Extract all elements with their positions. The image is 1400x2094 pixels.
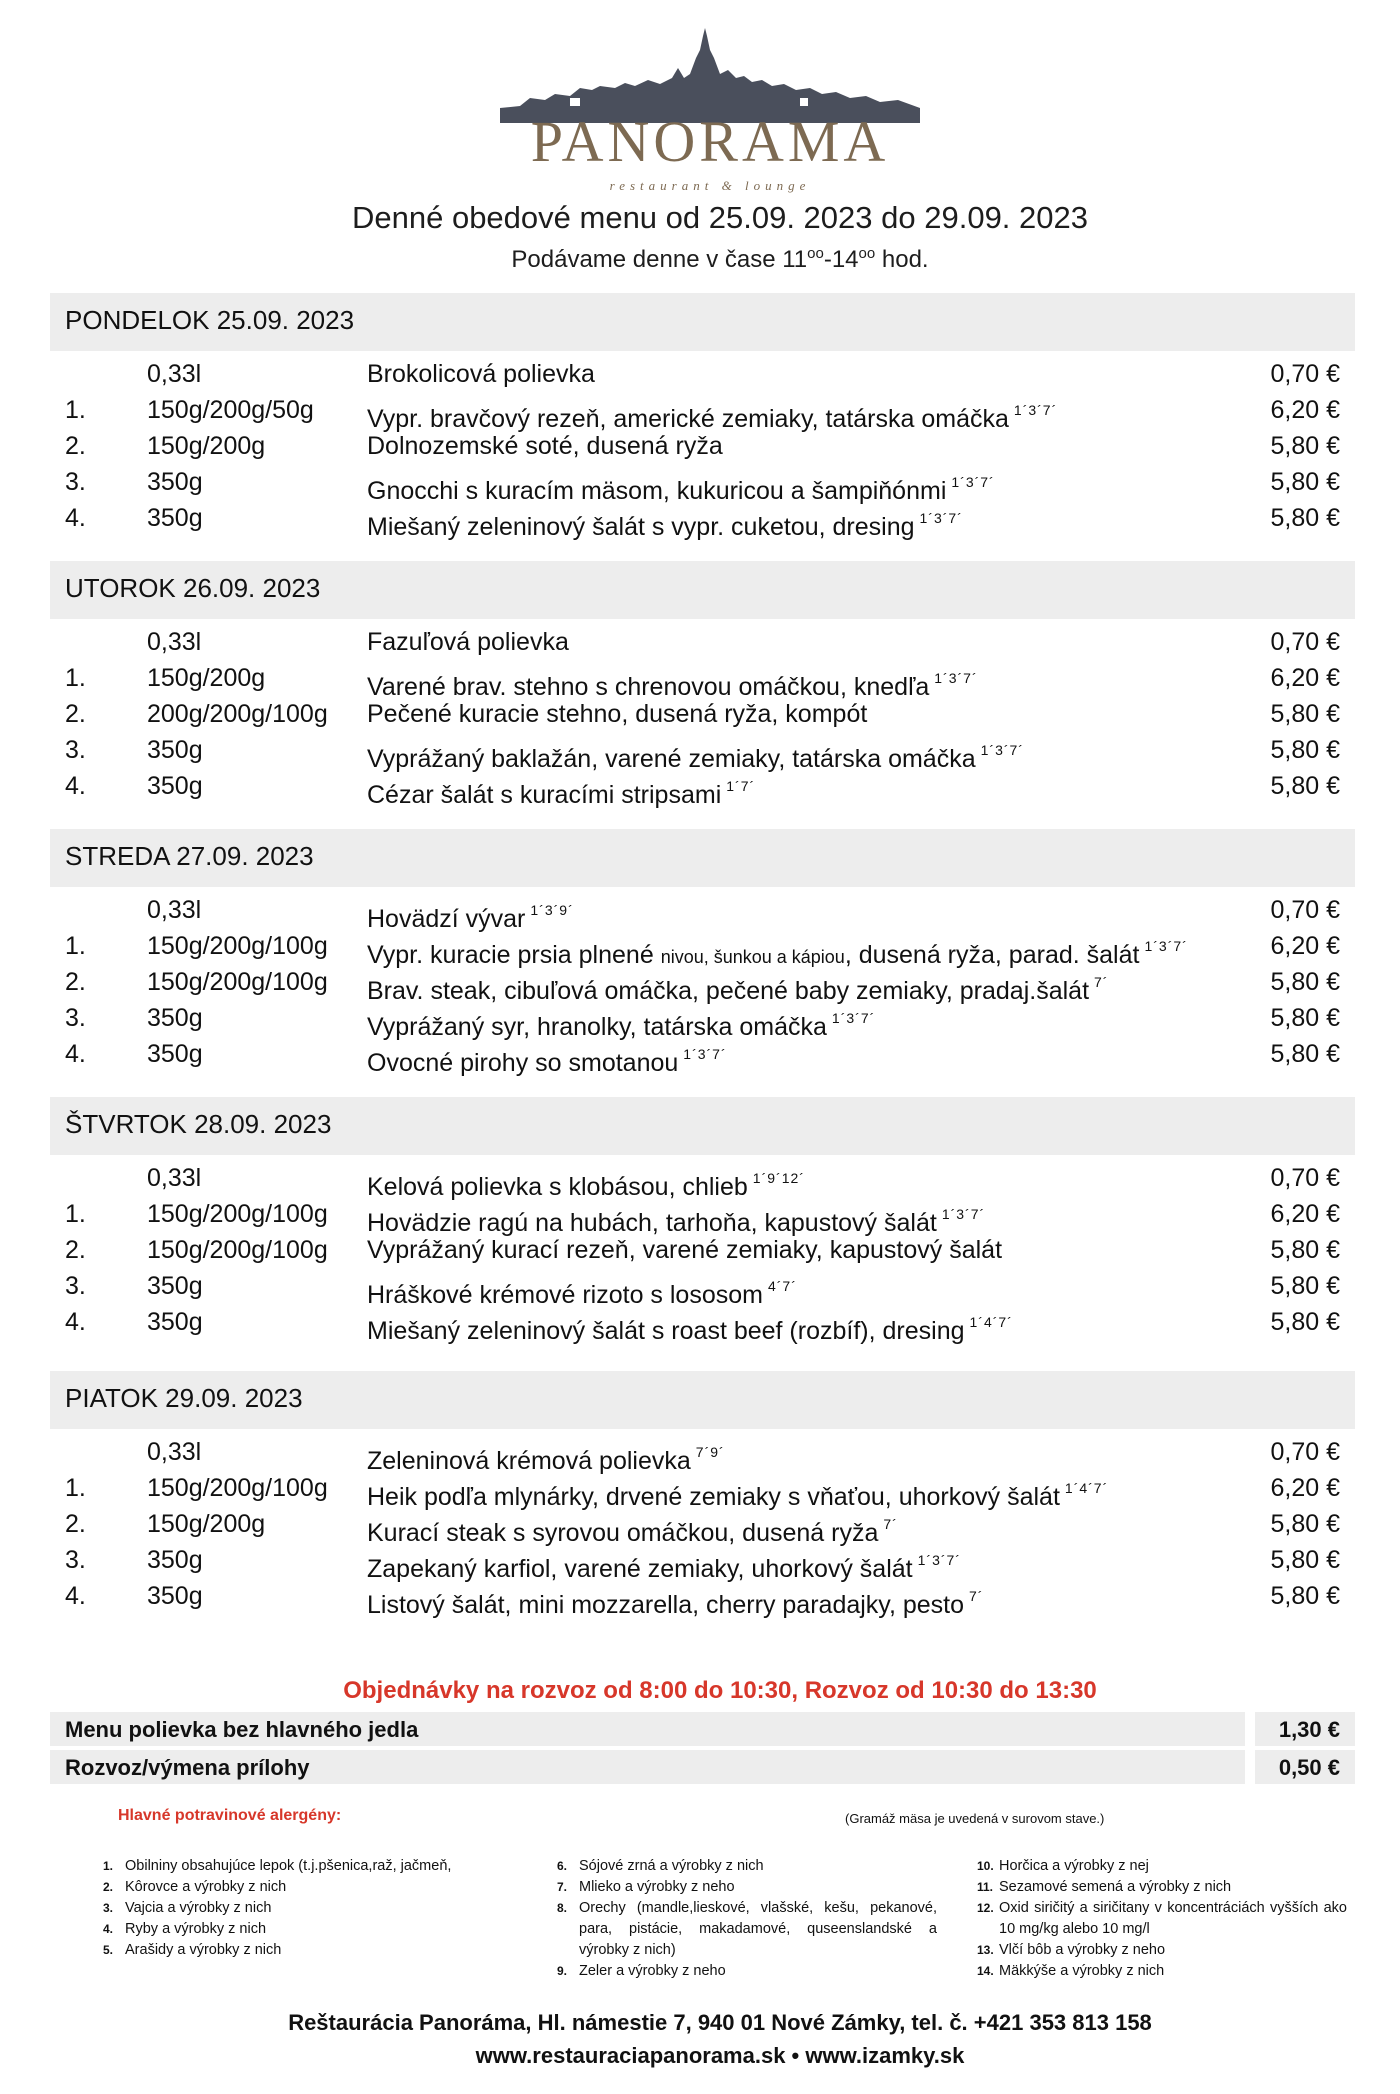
allergens-column-2 xyxy=(557,1856,937,1982)
item-portion: 350g xyxy=(147,468,203,496)
allergen-text: Sezamové semená a výrobky z nich xyxy=(999,1879,1232,1895)
allergen-codes: 1´3´7´ xyxy=(951,474,995,490)
allergen-number: 11. xyxy=(977,1880,994,1894)
extra-row xyxy=(50,1712,1355,1748)
menu-item-row xyxy=(50,1232,1355,1268)
allergen-codes: 1´9´12´ xyxy=(752,1170,805,1186)
item-portion: 350g xyxy=(147,1004,203,1032)
allergen-item xyxy=(977,1961,1347,1982)
item-dish xyxy=(367,624,569,660)
menu-item-row xyxy=(50,696,1355,732)
menu-item-row xyxy=(50,1304,1355,1345)
allergen-text: Mäkkýše a výrobky z nich xyxy=(999,1963,1165,1979)
footer xyxy=(0,2006,1400,2072)
allergen-codes: 1´3´9´ xyxy=(530,902,574,918)
dish-name: Listový šalát, mini mozzarella, cherry paradajky, pesto xyxy=(367,1591,964,1619)
day-heading: ŠTVRTOK 28.09. 2023 xyxy=(50,1097,1355,1155)
item-price: 5,80 € xyxy=(1270,1272,1340,1300)
item-price: 5,80 € xyxy=(1270,1040,1340,1068)
allergen-codes: 1´3´7´ xyxy=(1144,938,1188,954)
menu-item-row xyxy=(50,500,1355,541)
extra-row xyxy=(50,1750,1355,1786)
allergen-text: Oxid siričitý a siričitany v koncentráciách vyšších ako 10 mg/kg alebo 10 mg/l xyxy=(999,1900,1347,1937)
item-number: 2. xyxy=(65,1236,86,1264)
allergen-codes: 1´4´7´ xyxy=(1064,1480,1109,1496)
item-dish xyxy=(367,1304,1013,1349)
dish-name: Vyprážaný baklažán, varené zemiaky, tatárska omáčka xyxy=(367,745,976,773)
extra-label: Menu polievka bez hlavného jedla xyxy=(50,1712,1245,1746)
menu-item-row xyxy=(50,428,1355,464)
menu-item-row xyxy=(50,392,1355,433)
allergen-text: Mlieko a výrobky z neho xyxy=(579,1879,735,1895)
allergen-codes: 1´7´ xyxy=(726,778,756,794)
allergen-codes: 7´ xyxy=(969,1588,984,1604)
item-number: 1. xyxy=(65,396,86,424)
menu-item-row xyxy=(50,660,1355,701)
dish-name: Hráškové krémové rizoto s lososom xyxy=(367,1281,763,1309)
item-price: 5,80 € xyxy=(1270,504,1340,532)
allergen-codes: 1´3´7´ xyxy=(917,1552,961,1568)
menu-title: Denné obedové menu od 25.09. 2023 do 29.09. 2023 xyxy=(351,200,1088,235)
item-dish xyxy=(367,1232,1002,1268)
dish-name: Cézar šalát s kuracími stripsami xyxy=(367,781,722,809)
allergen-codes: 1´3´7´ xyxy=(980,742,1024,758)
dish-name: Zapekaný karfiol, varené zemiaky, uhorkový šalát xyxy=(367,1555,913,1583)
allergen-codes: 1´3´7´ xyxy=(934,670,978,686)
soup-row xyxy=(50,624,1355,660)
allergen-item xyxy=(103,1919,523,1940)
allergen-item xyxy=(977,1877,1347,1898)
soup-row xyxy=(50,1160,1355,1201)
item-portion: 350g xyxy=(147,1308,203,1336)
item-portion: 150g/200g xyxy=(147,1510,266,1538)
item-portion: 150g/200g/50g xyxy=(147,396,314,424)
menu-item-row xyxy=(50,768,1355,809)
item-price: 5,80 € xyxy=(1270,1236,1340,1264)
item-number: 1. xyxy=(65,664,86,692)
item-dish xyxy=(367,500,963,545)
menu-item-row xyxy=(50,1268,1355,1309)
item-number: 4. xyxy=(65,772,86,800)
day-heading: PIATOK 29.09. 2023 xyxy=(50,1371,1355,1429)
item-price: 0,70 € xyxy=(1270,1164,1340,1192)
allergen-number: 8. xyxy=(557,1901,568,1915)
allergen-codes: 1´3´7´ xyxy=(941,1206,986,1222)
item-price: 6,20 € xyxy=(1270,1474,1340,1502)
allergens-title: Hlavné potravinové alergény: xyxy=(118,1807,342,1824)
allergen-number: 5. xyxy=(103,1943,114,1957)
item-number: 3. xyxy=(65,1546,86,1574)
item-portion: 350g xyxy=(147,736,203,764)
allergen-text: Horčica a výrobky z nej xyxy=(999,1858,1149,1874)
item-dish xyxy=(367,696,867,732)
item-portion: 150g/200g/100g xyxy=(147,1474,328,1502)
item-portion: 0,33l xyxy=(147,1164,202,1192)
allergen-text: Sójové zrná a výrobky z nich xyxy=(579,1858,764,1874)
allergen-codes: 1´3´7´ xyxy=(919,510,963,526)
item-price: 5,80 € xyxy=(1270,1510,1340,1538)
item-number: 1. xyxy=(65,1474,86,1502)
allergen-codes: 7´9´ xyxy=(695,1444,725,1460)
item-price: 0,70 € xyxy=(1270,896,1340,924)
dish-name: Kelová polievka s klobásou, chlieb xyxy=(367,1173,748,1201)
item-price: 0,70 € xyxy=(1270,1438,1340,1466)
dish-name: Heik podľa mlynárky, drvené zemiaky s vňaťou, uhorkový šalát xyxy=(367,1483,1060,1511)
allergen-item xyxy=(977,1856,1347,1877)
menu-item-row xyxy=(50,1000,1355,1041)
menu-subtitle: Podávame denne v čase $11^{oo}-14^{oo}$ hod. xyxy=(511,245,929,273)
allergen-codes: 1´3´7´ xyxy=(1013,402,1058,418)
item-portion: 150g/200g/100g xyxy=(147,968,328,996)
allergen-number: 13. xyxy=(977,1943,994,1957)
item-price: 5,80 € xyxy=(1270,468,1340,496)
item-dish xyxy=(367,1036,727,1081)
allergen-codes: 1´4´7´ xyxy=(969,1314,1013,1330)
item-price: 5,80 € xyxy=(1270,1308,1340,1336)
allergen-text: Ryby a výrobky z nich xyxy=(125,1921,267,1937)
dish-name: Ovocné pirohy so smotanou xyxy=(367,1049,679,1077)
day-section xyxy=(50,1371,1355,1619)
item-portion: 350g xyxy=(147,1582,203,1610)
menu-item-row xyxy=(50,1506,1355,1547)
menu-item-row xyxy=(50,1196,1355,1237)
menu-item-row xyxy=(50,964,1355,1005)
dish-name: Varené brav. stehno s chrenovou omáčkou, knedľa xyxy=(367,673,930,701)
item-number: 4. xyxy=(65,1308,86,1336)
extra-price: 1,30 € xyxy=(1255,1712,1355,1746)
day-section xyxy=(50,561,1355,809)
allergen-item xyxy=(103,1940,523,1961)
delivery-order-note: Objednávky na rozvoz od 8:00 do 10:30, Rozvoz od 10:30 do 13:30 xyxy=(343,1677,1097,1704)
item-portion: 350g xyxy=(147,1546,203,1574)
dish-name: Miešaný zeleninový šalát s roast beef (rozbíf), dresing xyxy=(367,1317,965,1345)
item-portion: 200g/200g/100g xyxy=(147,700,328,728)
item-number: 2. xyxy=(65,968,86,996)
logo-tagline: restaurant & lounge xyxy=(609,178,811,193)
item-portion: 0,33l xyxy=(147,628,202,656)
menu-item-row xyxy=(50,464,1355,505)
item-dish xyxy=(367,428,723,464)
dish-name: Miešaný zeleninový šalát s vypr. cuketou, dresing xyxy=(367,513,915,541)
footer-address: Reštaurácia Panoráma, Hl. námestie 7, 940 01 Nové Zámky, tel. č. +421 353 813 158 xyxy=(288,2010,1152,2035)
allergen-codes: 1´3´7´ xyxy=(831,1010,876,1026)
dish-name: Gnocchi s kuracím mäsom, kukuricou a šampiňónmi xyxy=(367,477,947,505)
allergen-text: Vlčí bôb a výrobky z neho xyxy=(999,1942,1166,1958)
allergen-text: Obilniny obsahujúce lepok (t.j.pšenica,raž, jačmeň, xyxy=(125,1858,452,1874)
allergen-number: 9. xyxy=(557,1964,568,1978)
allergen-codes: 7´ xyxy=(1094,974,1109,990)
allergens-note: (Gramáž mäsa je uvedená v surovom stave.) xyxy=(845,1811,1105,1826)
item-portion: 0,33l xyxy=(147,1438,202,1466)
soup-row xyxy=(50,356,1355,392)
extra-price: 0,50 € xyxy=(1255,1750,1355,1784)
day-heading: UTOROK 26.09. 2023 xyxy=(50,561,1355,619)
item-number: 1. xyxy=(65,932,86,960)
menu-item-row xyxy=(50,1470,1355,1511)
item-number: 4. xyxy=(65,504,86,532)
allergen-number: 1. xyxy=(103,1859,114,1873)
dish-name: Vypr. kuracie prsia plnené xyxy=(367,941,654,969)
soup-row xyxy=(50,892,1355,933)
item-price: 5,80 € xyxy=(1270,1546,1340,1574)
item-portion: 150g/200g xyxy=(147,664,266,692)
allergen-number: 3. xyxy=(103,1901,114,1915)
allergen-text: Zeler a výrobky z neho xyxy=(579,1963,726,1979)
dish-name: Hovädzie ragú na hubách, tarhoňa, kapustový šalát xyxy=(367,1209,937,1237)
allergen-item xyxy=(103,1877,523,1898)
dish-filling: nivou, šunkou a kápiou xyxy=(660,947,845,967)
item-price: 0,70 € xyxy=(1270,628,1340,656)
item-number: 3. xyxy=(65,468,86,496)
item-portion: 150g/200g/100g xyxy=(147,1200,328,1228)
item-portion: 350g xyxy=(147,772,203,800)
item-dish xyxy=(367,768,755,813)
dish-sides: , dusená ryža, parad. šalát xyxy=(844,941,1140,969)
allergen-text: Kôrovce a výrobky z nich xyxy=(125,1879,287,1895)
menu-item-row xyxy=(50,1578,1355,1619)
allergen-number: 14. xyxy=(977,1964,994,1978)
allergen-item xyxy=(103,1856,523,1877)
item-number: 2. xyxy=(65,1510,86,1538)
allergen-text: Orechy (mandle,lieskové, vlašské, kešu, pekanové, para, pistácie, makadamové, quseenslandské a výrobky z nich) xyxy=(579,1900,937,1958)
day-section xyxy=(50,293,1355,541)
item-price: 5,80 € xyxy=(1270,772,1340,800)
item-portion: 150g/200g xyxy=(147,432,266,460)
dish-name: Vyprážaný kurací rezeň, varené zemiaky, kapustový šalát xyxy=(367,1236,1003,1264)
item-price: 5,80 € xyxy=(1270,1004,1340,1032)
menu-item-row xyxy=(50,1036,1355,1077)
item-portion: 350g xyxy=(147,504,203,532)
item-price: 6,20 € xyxy=(1270,1200,1340,1228)
item-price: 6,20 € xyxy=(1270,664,1340,692)
allergen-text: Arašidy a výrobky z nich xyxy=(125,1942,282,1958)
item-price: 5,80 € xyxy=(1270,968,1340,996)
item-portion: 0,33l xyxy=(147,360,202,388)
day-heading: PONDELOK 25.09. 2023 xyxy=(50,293,1355,351)
item-number: 4. xyxy=(65,1040,86,1068)
item-price: 5,80 € xyxy=(1270,736,1340,764)
item-price: 5,80 € xyxy=(1270,700,1340,728)
dish-name: Fazuľová polievka xyxy=(367,628,569,656)
day-heading: STREDA 27.09. 2023 xyxy=(50,829,1355,887)
item-portion: 0,33l xyxy=(147,896,202,924)
soup-row xyxy=(50,1434,1355,1475)
item-number: 3. xyxy=(65,1004,86,1032)
dish-name: Pečené kuracie stehno, dusená ryža, kompót xyxy=(367,700,868,728)
allergen-item xyxy=(557,1856,937,1877)
dish-name: Brokolicová polievka xyxy=(367,360,595,388)
allergen-codes: 1´3´7´ xyxy=(683,1046,727,1062)
dish-name: Kurací steak s syrovou omáčkou, dusená ryža xyxy=(367,1519,879,1547)
item-dish xyxy=(367,356,595,392)
allergen-item xyxy=(557,1898,937,1961)
item-number: 3. xyxy=(65,1272,86,1300)
day-section xyxy=(50,829,1355,1077)
item-portion: 150g/200g/100g xyxy=(147,1236,328,1264)
footer-websites: www.restauraciapanorama.sk • www.izamky.sk xyxy=(475,2043,965,2068)
item-price: 6,20 € xyxy=(1270,932,1340,960)
allergen-item xyxy=(557,1961,937,1982)
item-portion: 350g xyxy=(147,1272,203,1300)
allergen-number: 4. xyxy=(103,1922,114,1936)
item-portion: 150g/200g/100g xyxy=(147,932,328,960)
item-price: 5,80 € xyxy=(1270,1582,1340,1610)
dish-name: Vypr. bravčový rezeň, americké zemiaky, tatárska omáčka xyxy=(367,405,1009,433)
allergen-number: 2. xyxy=(103,1880,114,1894)
allergen-number: 10. xyxy=(977,1859,994,1873)
item-price: 6,20 € xyxy=(1270,396,1340,424)
allergen-number: 12. xyxy=(977,1901,994,1915)
allergen-codes: 7´ xyxy=(883,1516,898,1532)
item-price: 5,80 € xyxy=(1270,432,1340,460)
item-number: 1. xyxy=(65,1200,86,1228)
item-number: 3. xyxy=(65,736,86,764)
panorama-logo xyxy=(500,28,920,193)
dish-name: Zeleninová krémová polievka xyxy=(367,1447,691,1475)
item-number: 4. xyxy=(65,1582,86,1610)
extra-label: Rozvoz/výmena prílohy xyxy=(50,1750,1245,1784)
dish-name: Hovädzí vývar xyxy=(367,905,526,933)
extras-table xyxy=(50,1712,1355,1786)
allergen-item xyxy=(557,1877,937,1898)
dish-name: Dolnozemské soté, dusená ryža xyxy=(367,432,723,460)
dish-name: Vyprážaný syr, hranolky, tatárska omáčka xyxy=(367,1013,827,1041)
logo-wordmark: PANORAMA xyxy=(530,109,890,174)
menu-item-row xyxy=(50,1542,1355,1583)
allergen-text: Vajcia a výrobky z nich xyxy=(125,1900,272,1916)
allergen-number: 7. xyxy=(557,1880,568,1894)
menu-item-row xyxy=(50,732,1355,773)
allergen-codes: 4´7´ xyxy=(767,1278,797,1294)
dish-name: Brav. steak, cibuľová omáčka, pečené baby zemiaky, pradaj.šalát xyxy=(367,977,1090,1005)
allergens-column-3 xyxy=(977,1856,1347,1982)
item-number: 2. xyxy=(65,700,86,728)
allergen-item xyxy=(977,1940,1347,1961)
item-price: 0,70 € xyxy=(1270,360,1340,388)
allergen-item xyxy=(103,1898,523,1919)
allergens-column-1 xyxy=(103,1856,523,1961)
allergen-number: 6. xyxy=(557,1859,568,1873)
allergen-item xyxy=(977,1898,1347,1940)
menu-item-row xyxy=(50,928,1355,969)
day-section xyxy=(50,1097,1355,1345)
item-dish xyxy=(367,1578,983,1623)
item-portion: 350g xyxy=(147,1040,203,1068)
item-number: 2. xyxy=(65,432,86,460)
